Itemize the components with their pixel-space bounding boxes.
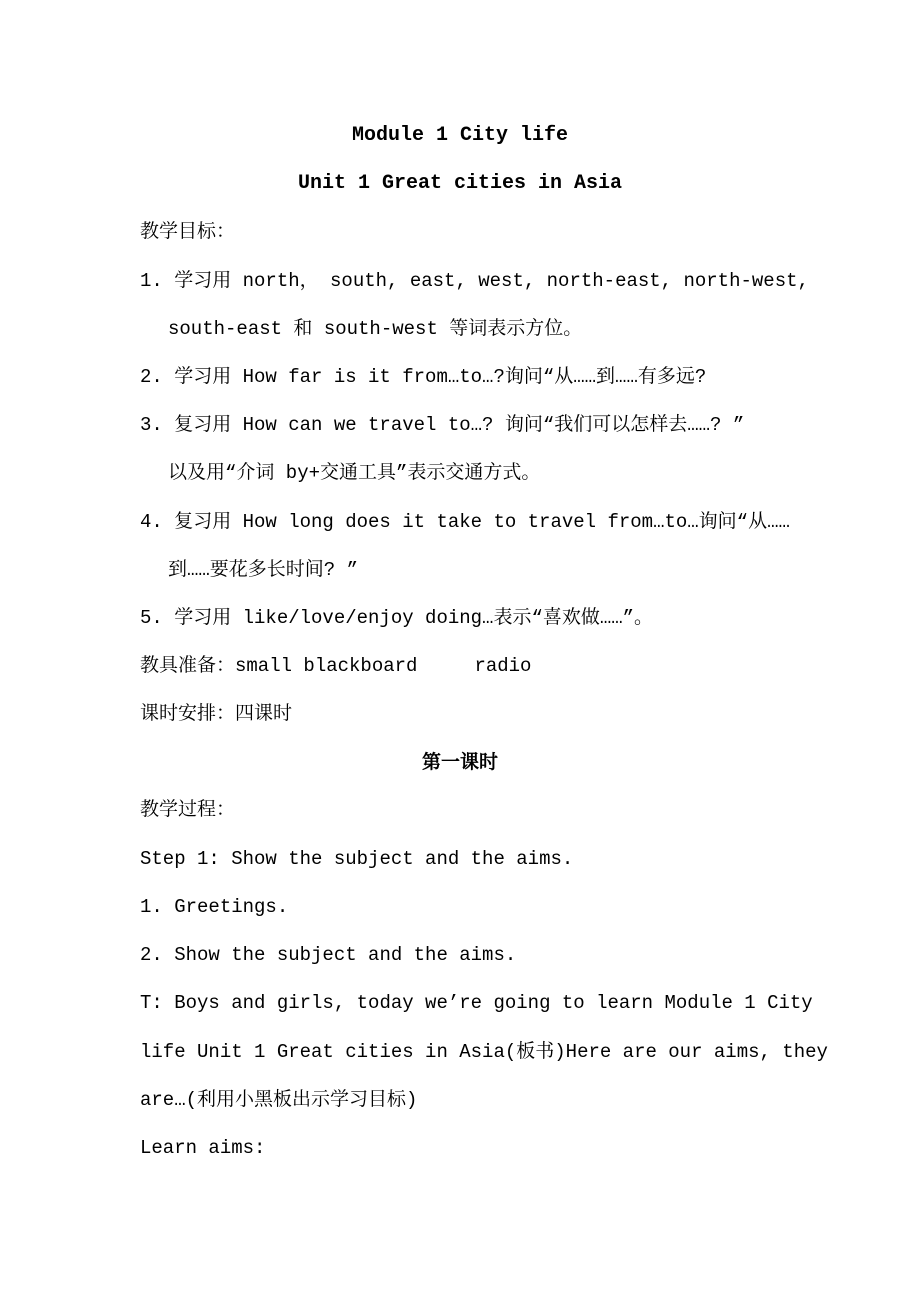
lesson-heading: 第一课时: [421, 751, 498, 773]
objective-4-line-2: 到……要花多长时间? ”: [168, 559, 359, 581]
step-1: Step 1: Show the subject and the aims.: [140, 848, 574, 870]
teacher-line-1: T: Boys and girls, today we’re going to learn Module 1 City: [140, 992, 813, 1014]
objective-3-line-2: 以及用“介词 by+交通工具”表示交通方式。: [168, 462, 541, 484]
objective-1-line-2: south-east 和 south-west 等词表示方位。: [168, 318, 583, 340]
process-heading: 教学过程：: [140, 799, 236, 821]
step-1-item-2: 2. Show the subject and the aims.: [140, 944, 517, 966]
document-subtitle: Unit 1 Great cities in Asia: [297, 172, 623, 195]
objective-1-line-1: 1. 学习用 north， south, east, west, north-east, north-west,: [140, 270, 809, 292]
schedule: 课时安排：四课时: [140, 703, 293, 725]
step-1-item-1: 1. Greetings.: [140, 896, 289, 918]
objective-5: 5. 学习用 like/love/enjoy doing…表示“喜欢做……”。: [140, 607, 654, 629]
teacher-line-3: are…(利用小黑板出示学习目标): [140, 1089, 418, 1111]
document-title: Module 1 City life: [351, 124, 569, 147]
objective-2: 2. 学习用 How far is it from…to…?询问“从……到……有多远?: [140, 366, 707, 388]
materials: 教具准备：small blackboard radio: [140, 655, 532, 677]
objective-4-line-1: 4. 复习用 How long does it take to travel from…to…询问“从……: [140, 511, 790, 533]
objectives-heading: 教学目标：: [140, 221, 236, 243]
learn-aims: Learn aims:: [140, 1137, 266, 1159]
teacher-line-2: life Unit 1 Great cities in Asia(板书)Here are our aims, they: [140, 1041, 828, 1063]
objective-3-line-1: 3. 复习用 How can we travel to…? 询问“我们可以怎样去……? ”: [140, 414, 745, 436]
